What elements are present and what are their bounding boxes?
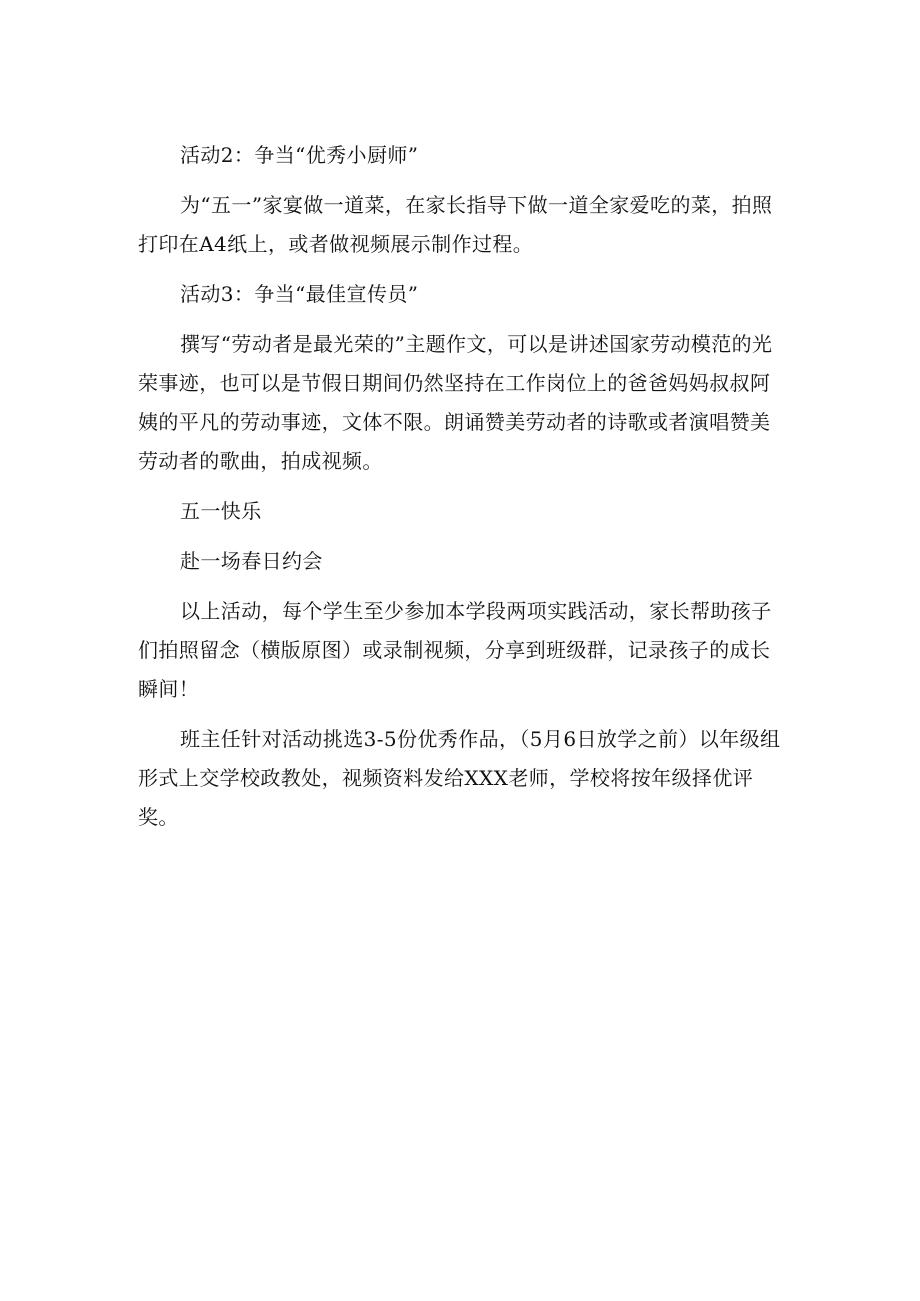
participation-note: 以上活动，每个学生至少参加本学段两项实践活动，家长帮助孩子们拍照留念（横版原图）或录制视频，分享到班级群，记录孩子的成长瞬间！: [138, 599, 772, 701]
document-body: [138, 136, 784, 837]
activity-2-description: 为“五一”家宴做一道菜，在家长指导下做一道全家爱吃的菜，拍照打印在A4纸上，或者做视频展示制作过程。: [138, 193, 773, 256]
activity-3-heading: 活动3：争当“最佳宣传员”: [180, 282, 419, 306]
greeting-line: 五一快乐: [180, 499, 262, 523]
submission-note: 班主任针对活动挑选3-5份优秀作品，（5月6日放学之前）以年级组形式上交学校政教处，视频资料发给XXX老师，学校将按年级择优评奖。: [138, 727, 781, 829]
activity-2-heading: 活动2：争当“优秀小厨师”: [180, 143, 419, 167]
activity-3-description: 撰写“劳动者是最光荣的”主题作文，可以是讲述国家劳动模范的光荣事迹，也可以是节假日期间仍然坚持在工作岗位上的爸爸妈妈叔叔阿姨的平凡的劳动事迹，文体不限。朗诵赞美劳动者的诗歌或者演唱赞美劳动者的歌曲，拍成视频。: [138, 332, 773, 473]
spring-date-line: 赴一场春日约会: [180, 549, 323, 573]
